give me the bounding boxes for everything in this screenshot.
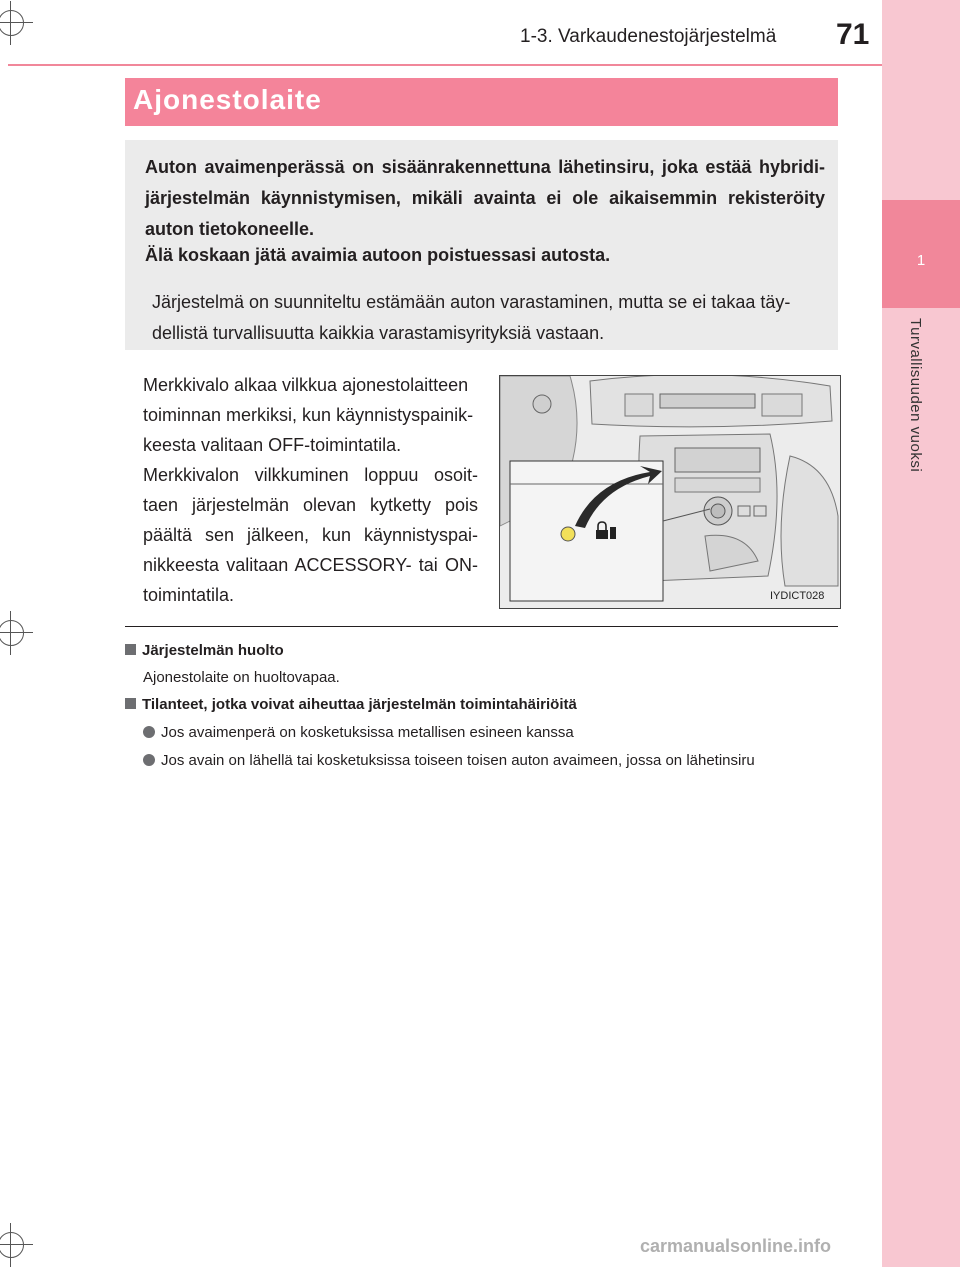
dashboard-illustration — [499, 375, 841, 609]
intro-paragraph: Auton avaimenperässä on sisäänrakennettuna lähetinsiru, joka estää hybridi-järjestelmän käynnistymisen, mikäli avainta ei ole aikaisemmin rekisteröity auton tietokoneelle. — [145, 157, 825, 239]
chapter-number: 1 — [916, 252, 926, 269]
warning-paragraph: Älä koskaan jätä avaimia autoon poistuessasi autosta. — [145, 245, 611, 265]
list-item — [143, 752, 755, 769]
body-paragraph-1: Merkkivalo alkaa vilkkua ajonestolaitteen toiminnan merkiksi, kun käynnistyspainik-keesta valitaan OFF-toimintatila. — [143, 375, 474, 455]
note-heading-maintenance — [125, 642, 284, 659]
note-heading-text: Tilanteet, jotka voivat aiheuttaa järjestelmän toimintahäiriöitä — [142, 696, 577, 713]
square-bullet-icon — [125, 698, 136, 709]
note-heading-text: Järjestelmän huolto — [142, 642, 284, 659]
page-title: Ajonestolaite — [133, 84, 322, 115]
watermark: carmanualsonline.info — [640, 1236, 832, 1256]
round-bullet-icon — [143, 726, 155, 738]
round-bullet-icon — [143, 754, 155, 766]
note-text-maintenance: Ajonestolaite on huoltovapaa. — [143, 669, 340, 686]
list-item-text: Jos avain on lähellä tai kosketuksissa toiseen toisen auton avaimeen, jossa on lähetinsiru — [161, 752, 755, 769]
note-heading-malfunctions — [125, 696, 577, 713]
section-divider — [125, 626, 838, 627]
chapter-title: Turvallisuuden vuoksi — [907, 318, 924, 473]
header-rule — [8, 64, 882, 66]
registration-mark-bottom-left — [0, 1232, 24, 1258]
figure-code: IYDICT028 — [770, 590, 825, 602]
registration-mark-top-left — [0, 10, 24, 36]
page-number: 71 — [836, 18, 870, 51]
intro-note: Järjestelmä on suunniteltu estämään auton varastaminen, mutta se ei takaa täy-dellistä turvallisuutta kaikkia varastamisyrityksiä vastaan. — [152, 292, 791, 343]
body-paragraph-2: Merkkivalon vilkkuminen loppuu osoit-taen järjestelmän olevan kytketty pois päältä sen jälkeen, kun käynnistyspai-nikkeesta valitaan ACCESSORY- tai ON-toimintatila. — [143, 465, 478, 605]
registration-mark-mid-left — [0, 620, 24, 646]
section-header: 1-3. Varkaudenestojärjestelmä — [520, 26, 777, 47]
dashboard-drawing — [500, 376, 840, 608]
list-item-text: Jos avaimenperä on kosketuksissa metallisen esineen kanssa — [161, 724, 574, 741]
list-item — [143, 724, 574, 741]
square-bullet-icon — [125, 644, 136, 655]
chapter-sidebar — [882, 0, 960, 1267]
